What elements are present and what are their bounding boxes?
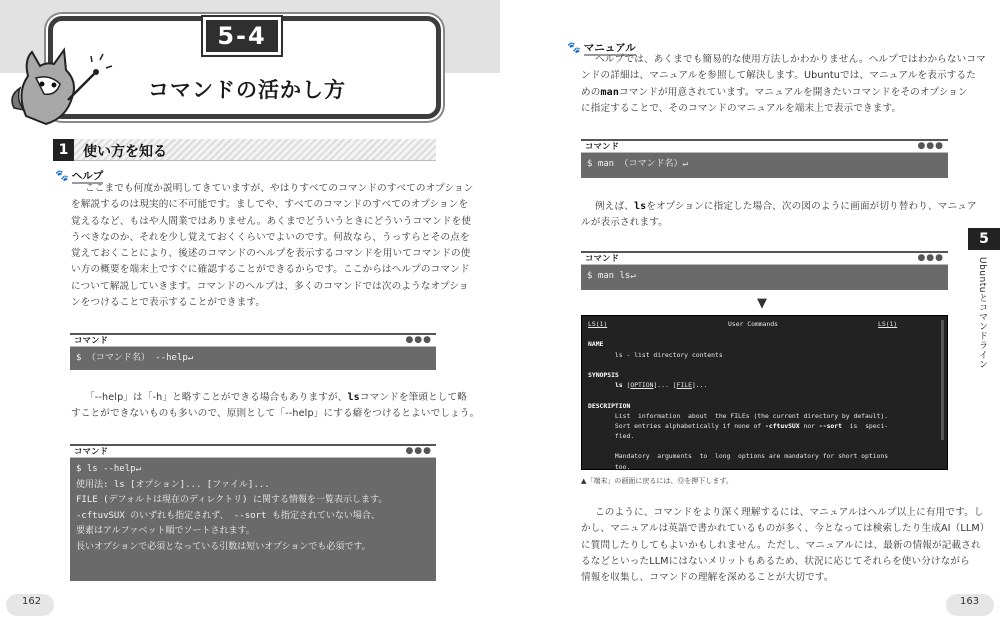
terminal-section-description: DESCRIPTION — [588, 401, 631, 410]
window-dots-icon: ●●● — [917, 253, 944, 263]
terminal-screenshot — [581, 315, 948, 470]
text-line: ルが表示されます。 — [581, 217, 668, 229]
command-line: $ man （コマンド名）↵ — [587, 159, 688, 169]
output-line: FILE (デフォルトは現在のディレクトリ) に関する情報を一覧表示します。 — [76, 495, 388, 505]
text-fragment: をオプションに指定した場合、次の図のように画面が切り替わり、マニュア — [646, 201, 977, 212]
text-line: このように、コマンドをより深く理解するには、マニュアルはヘルプ以上に有用です。し — [595, 507, 984, 518]
text-line: ヘルプでは、あくまでも簡易的な使用方法しかわかりません。ヘルプではわからないコマ — [595, 54, 986, 65]
terminal-line — [588, 421, 941, 431]
chapter-title: コマンドの活かし方 — [148, 78, 346, 102]
chapter-side-title: Ubuntuとコマンドライン — [977, 257, 987, 369]
text-line: 覚えるなど、もはや人間業ではありません。あくまでどういうときにどういうコマンドを使 — [71, 215, 472, 227]
terminal-section-name: NAME — [588, 340, 604, 349]
terminal-line: Mandatory arguments to long options are mandatory for short options — [588, 452, 889, 461]
terminal-line: List information about the FILEs (the current directory by default). — [588, 411, 889, 420]
command-box-man — [581, 139, 948, 178]
text-line: に質問したりしてもよいかもしれません。ただし、マニュアルには、最新の情報が記載され — [581, 539, 981, 551]
terminal-scrollbar — [941, 320, 944, 440]
terminal-header-left: LS(1) — [588, 320, 608, 328]
output-line: -cftuvSUX のいずれも指定されず、 --sort も指定されていない場合、 — [76, 510, 380, 521]
command-line: $ man ls↵ — [587, 271, 636, 281]
command-box-body — [581, 265, 948, 290]
page-number-right: 163 — [960, 596, 980, 607]
command-box-label: コマンド — [74, 447, 109, 457]
text-fragment: 例えば、 — [595, 201, 634, 212]
terminal-opt: --sort — [818, 421, 842, 430]
terminal-text: Sort entries alphabetically if none of — [588, 421, 765, 430]
text-line — [581, 199, 977, 215]
chapter-side-tab: 5 — [968, 228, 1000, 250]
terminal-header-right: LS(1) — [878, 320, 898, 328]
subheading-text: 使い方を知る — [83, 144, 167, 160]
text-line: ンをつけることで表示することができます。 — [71, 297, 266, 309]
text-line: ここまでも何度か説明してきていますが、やはりすべてのコマンドのすべてのオプション — [85, 183, 474, 194]
terminal-text: is speci‐ — [841, 421, 889, 430]
command-box-header — [581, 251, 948, 265]
manual-example-paragraph — [581, 199, 977, 232]
command-box-body — [581, 153, 948, 178]
terminal-section-synopsis: SYNOPSIS — [588, 370, 619, 379]
command-box-ls-help — [70, 444, 436, 581]
text-line: ンドの詳細は、マニュアルを参照して解決します。Ubuntuでは、マニュアルを表示するた — [581, 70, 976, 82]
command-box-body — [70, 347, 436, 370]
command-box-label: コマンド — [74, 336, 109, 346]
topic-help-label: ヘルプ — [71, 170, 104, 182]
text-line: すことができないものも多いので、原則として「--help」にする癖をつけるとよいでしょう。 — [71, 408, 480, 420]
manual-outro-paragraph — [581, 505, 990, 586]
output-line: 使用法: ls [オプション]... [ファイル]... — [76, 479, 270, 490]
command-line: $ ls --help↵ — [76, 464, 142, 474]
text-fragment: めの — [581, 86, 601, 98]
text-line: について解説していきます。コマンドのヘルプは、多くのコマンドでは次のようなオプショ — [71, 280, 469, 292]
section-number: 5-4 — [203, 17, 281, 55]
subheading-bar — [53, 139, 436, 161]
output-line: 長いオプションで必須となっている引数は短いオプションでも必須です。 — [76, 541, 371, 552]
terminal-arg: FILE — [676, 381, 692, 390]
window-dots-icon: ●●● — [405, 335, 432, 345]
command-box-man-ls — [581, 251, 948, 290]
command-box-body — [70, 458, 436, 581]
manual-intro-paragraph — [581, 52, 986, 117]
paw-icon: 🐾 — [55, 169, 69, 182]
terminal-line: fied. — [588, 432, 635, 441]
page-number-left: 162 — [22, 596, 42, 607]
help-abbrev-paragraph — [71, 390, 479, 423]
command-line: $ （コマンド名） --help↵ — [76, 353, 194, 363]
window-dots-icon: ●●● — [405, 446, 432, 456]
help-intro-paragraph — [71, 181, 474, 311]
terminal-opt: -cftuvSUX — [765, 421, 800, 430]
terminal-line: ls - list directory contents — [588, 350, 723, 359]
inline-command: ls — [633, 201, 647, 212]
arrow-down-icon: ▼ — [757, 296, 767, 311]
text-line: 情報を収集し、コマンドの理解を深めることが大切です。 — [581, 572, 834, 584]
text-fragment: コマンドを筆頭として略 — [359, 392, 468, 403]
terminal-line: too. — [588, 462, 631, 471]
figure-caption: ▲「端末」の画面に戻るには、Ⓠを押下します。 — [581, 477, 733, 485]
text-line: に指定することで、そのコマンドのマニュアルを端末上で表示できます。 — [581, 102, 902, 114]
text-line — [71, 390, 479, 406]
command-box-header — [581, 139, 948, 153]
terminal-cmd: ls — [614, 381, 623, 390]
text-line — [581, 85, 986, 101]
terminal-header — [588, 319, 941, 329]
terminal-line: ls [OPTION]... [FILE]... — [614, 381, 708, 390]
terminal-header-center: User Commands — [728, 320, 779, 328]
subheading-number: 1 — [53, 139, 74, 161]
text-line: るなどといったLLMにはないメリットもあるため、状況に応じてそれらを使い分けながら — [581, 555, 970, 567]
paw-icon: 🐾 — [567, 41, 581, 54]
text-line: い方の概要を端末上ですぐに確認することができるからです。ここからはヘルプのコマンド — [71, 264, 470, 276]
topic-manual-label: マニュアル — [583, 42, 636, 54]
output-line: 要素はアルファベット順でソートされます。 — [76, 526, 255, 536]
inline-command: ls — [347, 392, 360, 403]
text-fragment: コマンドが用意されています。マニュアルを開きたいコマンドをそのオプション — [619, 86, 968, 98]
text-line: うべきなのか、それを少し覚えておくくらいでよいのです。何故なら、うっすらとその点を — [71, 231, 470, 243]
window-dots-icon: ●●● — [917, 141, 944, 151]
text-line: 覚えておくことにより、後述のコマンドのヘルプを表示するコマンドを用いてコマンドの使 — [71, 248, 471, 260]
text-line: かし、マニュアルは英語で書かれているものが多く、今となっては検索したり生成AI（LLM） — [581, 523, 990, 535]
inline-command: man — [600, 86, 620, 98]
text-fragment: 「--help」は「-h」と略すことができる場合もありますが、 — [85, 392, 348, 403]
command-box-header — [70, 333, 436, 347]
text-line: を解説するのは現実的に不可能です。ましてや、すべてのコマンドのすべてのオプションを — [71, 199, 469, 211]
command-box-label: コマンド — [585, 254, 620, 264]
command-box-label: コマンド — [585, 142, 620, 152]
terminal-arg: OPTION — [630, 381, 654, 390]
terminal-text: nor — [799, 421, 819, 430]
command-box-header — [70, 444, 436, 458]
mascot-illustration — [6, 38, 116, 128]
command-box-help — [70, 333, 436, 370]
